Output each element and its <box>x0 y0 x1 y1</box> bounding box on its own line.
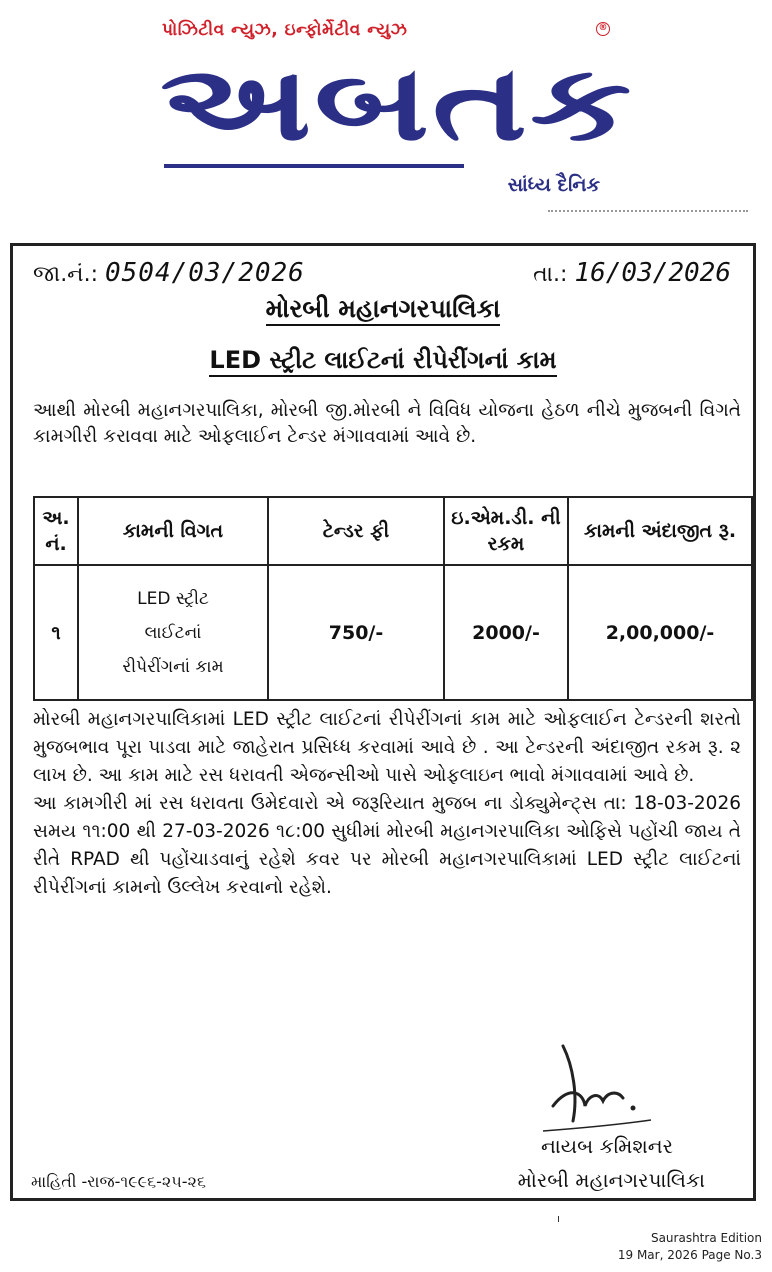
divider-tick <box>558 1216 559 1222</box>
work-title <box>13 346 753 374</box>
signature-image <box>533 1036 653 1136</box>
header-emd: ઇ.એમ.ડી. ની રકમ <box>444 497 568 565</box>
edition-date-page: 19 Mar, 2026 Page No.3 <box>617 1248 762 1262</box>
logo-underline <box>164 164 464 168</box>
signatory-title: નાયબ કમિશનર <box>540 1134 673 1158</box>
clipping-cut-line <box>548 210 748 216</box>
table-row <box>34 565 752 700</box>
organization-title <box>13 294 753 324</box>
tender-table <box>33 496 753 701</box>
registered-mark: ® <box>596 22 610 36</box>
cell-sr: ૧ <box>34 565 78 700</box>
work-title-text: LED સ્ટ્રીટ લાઈટનાં રીપેરીંગનાં કામ <box>209 346 556 377</box>
header-sr: અ. નં. <box>34 497 78 565</box>
reference-label: જા.નં.: <box>33 262 98 287</box>
body-paragraph-2: આ કામગીરી માં રસ ધરાવતા ઉમેદવારો એ જરૂરિયાત મુજબ ના ડોક્યુમેન્ટ્સ તા: 18-03-2026 સમય ૧૧:00 થી 27-03-2026 ૧૮:00 સુધીમાં મોરબી મહાનગરપાલિકા ઓફિસે પહોંચી જાય તે રીતે RPAD થી પહોંચાડવાનું રહેશે કવર પર મોરબી મહાનગરપાલિકામાં LED સ્ટ્રીટ લાઈટનાં રીપેરીંગનાં કામનો ઉલ્લેખ કરવાનો રહેશે. <box>33 793 741 898</box>
cell-emd: 2000/- <box>444 565 568 700</box>
tagline: પોઝિટીવ ન્યુઝ, ઇન્ફોર્મેટીવ ન્યુઝ <box>162 20 408 40</box>
newspaper-logo: અબતક <box>160 42 635 164</box>
cell-tender-fee: 750/- <box>268 565 444 700</box>
cell-work-detail <box>78 565 268 700</box>
cell-estimate: 2,00,000/- <box>568 565 752 700</box>
reference-number <box>33 258 305 288</box>
work-detail-line: રીપેરીંગનાં કામ <box>122 656 224 677</box>
work-detail-line: LED સ્ટ્રીટ <box>137 588 209 609</box>
header-tender-fee: ટેન્ડર ફી <box>268 497 444 565</box>
signatory-organization: મોરબી મહાનગરપાલિકા <box>517 1168 705 1192</box>
work-detail-line: લાઈટનાં <box>144 622 202 643</box>
header-estimate: કામની અંદાજીત રૂ. <box>568 497 752 565</box>
header-work-detail: કામની વિગત <box>78 497 268 565</box>
notice-date <box>533 258 731 288</box>
edition-type: સાંધ્ય દૈનિક <box>507 174 600 196</box>
edition-name: Saurashtra Edition <box>650 1231 762 1245</box>
masthead <box>160 14 635 204</box>
information-code: માહિતી -રાજ-૧૯૯૬-૨૫-૨૬ <box>31 1172 206 1191</box>
table-header-row <box>34 497 752 565</box>
notice-body <box>33 706 741 902</box>
intro-paragraph: આથી મોરબી મહાનગરપાલિકા, મોરબી જી.મોરબી ને વિવિધ યોજના હેઠળ નીચે મુજબની વિગતે કામગીરી કરાવવા માટે ઓફલાઈન ટેન્ડર મંગાવવામાં આવે છે. <box>33 400 741 447</box>
date-value: 16/03/2026 <box>574 258 731 288</box>
reference-value: 0504/03/2026 <box>104 258 305 288</box>
date-label: તા.: <box>533 262 568 287</box>
tender-notice <box>10 243 756 1201</box>
body-paragraph-1: મોરબી મહાનગરપાલિકામાં LED સ્ટ્રીટ લાઈટનાં રીપેરીંગનાં કામ માટે ઓફલાઈન ટેન્ડરની શરતો મુજબભાવ પૂરા પાડવા માટે જાહેરાત પ્રસિધ્ધ કરવામાં આવે છે . આ ટેન્ડરની અંદાજીત રકમ રૂ. ૨ લાખ છે. આ કામ માટે રસ ધરાવતી એજન્સીઓ પાસે ઓફલાઇન ભાવો મંગાવવામાં આવે છે. <box>33 709 741 786</box>
edition-info <box>618 1230 762 1264</box>
organization-title-text: મોરબી મહાનગરપાલિકા <box>266 294 501 326</box>
